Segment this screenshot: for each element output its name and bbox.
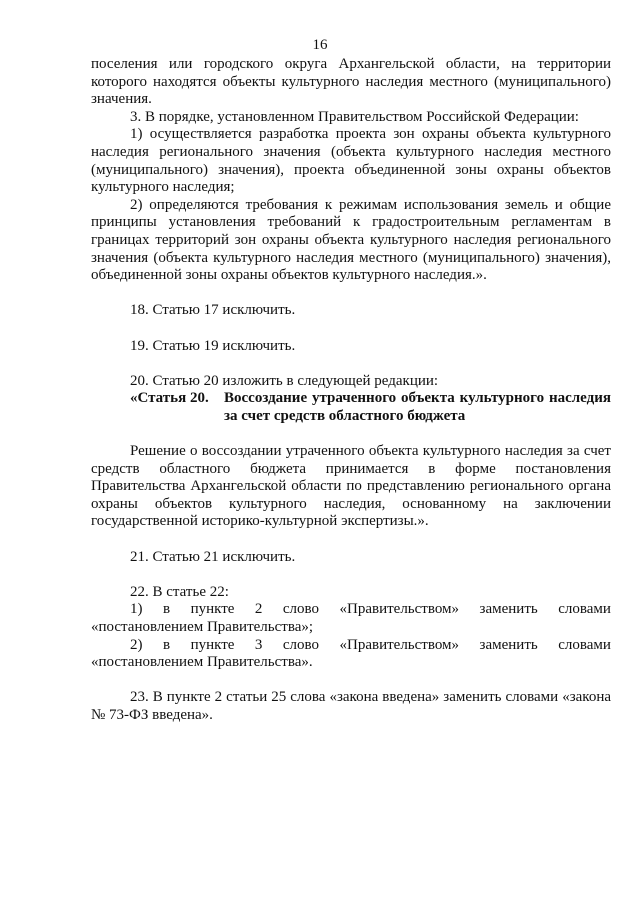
article-heading-number: «Статья 20. bbox=[130, 390, 209, 407]
paragraph: 1) осуществляется разработка проекта зон охраны объекта культурного наследия регионального значения (объекта культурного наследия местного (муниципального) значения), проекта объединенной зоны охраны объектов культурного наследия; bbox=[91, 126, 611, 196]
article-heading bbox=[91, 390, 611, 425]
article-heading-title: Воссоздание утраченного объекта культурного наследия за счет средств областного бюджета bbox=[224, 390, 611, 424]
list-item-2-line bbox=[91, 637, 611, 655]
list-item-1-line bbox=[91, 601, 611, 619]
word: слово bbox=[282, 636, 320, 653]
word: 2) bbox=[130, 636, 143, 653]
word: «Правительством» bbox=[339, 636, 460, 653]
word: заменить bbox=[479, 601, 538, 618]
word: в bbox=[162, 636, 171, 653]
list-item-1-continuation: «постановлением Правительства»; bbox=[91, 619, 314, 635]
paragraph: Решение о воссоздании утраченного объекта культурного наследия за счет средств областного бюджета принимается в форме постановления Правительства Архангельской области по представлению регионального органа охраны объектов культурного наследия, основанному на заключении государственной историко-культурной экспертизы.». bbox=[91, 443, 611, 530]
word: заменить bbox=[479, 636, 538, 653]
page-number: 16 bbox=[312, 37, 328, 53]
paragraph: 22. В статье 22: bbox=[130, 583, 229, 600]
paragraph: 3. В порядке, установленном Правительством Российской Федерации: bbox=[130, 108, 579, 125]
paragraph: 21. Статью 21 исключить. bbox=[130, 548, 296, 565]
paragraph: 20. Статью 20 изложить в следующей редакции: bbox=[130, 372, 439, 389]
word: пункте bbox=[190, 636, 235, 653]
paragraph: 2) определяются требования к режимам использования земель и общие принципы установления требований к градостроительным регламентам в границах территорий зон охраны объекта культурного наследия регионального значения (объекта культурного наследия местного (муниципального) значения), объединенной зоны охраны объектов культурного наследия.». bbox=[91, 196, 611, 284]
word: 3 bbox=[254, 636, 263, 653]
word: 2 bbox=[254, 601, 263, 618]
list-item-2-continuation: «постановлением Правительства». bbox=[91, 654, 313, 671]
paragraph: 19. Статью 19 исключить. bbox=[130, 337, 296, 354]
paragraph: поселения или городского округа Архангельской области, на территории которого находятся объекты культурного наследия местного (муниципального) значения. bbox=[91, 56, 611, 108]
word: слово bbox=[282, 601, 320, 618]
word: «Правительством» bbox=[339, 601, 460, 618]
document-body bbox=[91, 56, 611, 725]
word: словами bbox=[558, 636, 611, 653]
paragraph: 18. Статью 17 исключить. bbox=[130, 302, 296, 319]
word: 1) bbox=[130, 601, 143, 618]
word: пункте bbox=[190, 601, 235, 618]
word: в bbox=[162, 601, 171, 618]
paragraph: 23. В пункте 2 статьи 25 слова «закона введена» заменить словами «закона № 73-ФЗ введена». bbox=[91, 689, 611, 723]
word: словами bbox=[558, 601, 611, 618]
